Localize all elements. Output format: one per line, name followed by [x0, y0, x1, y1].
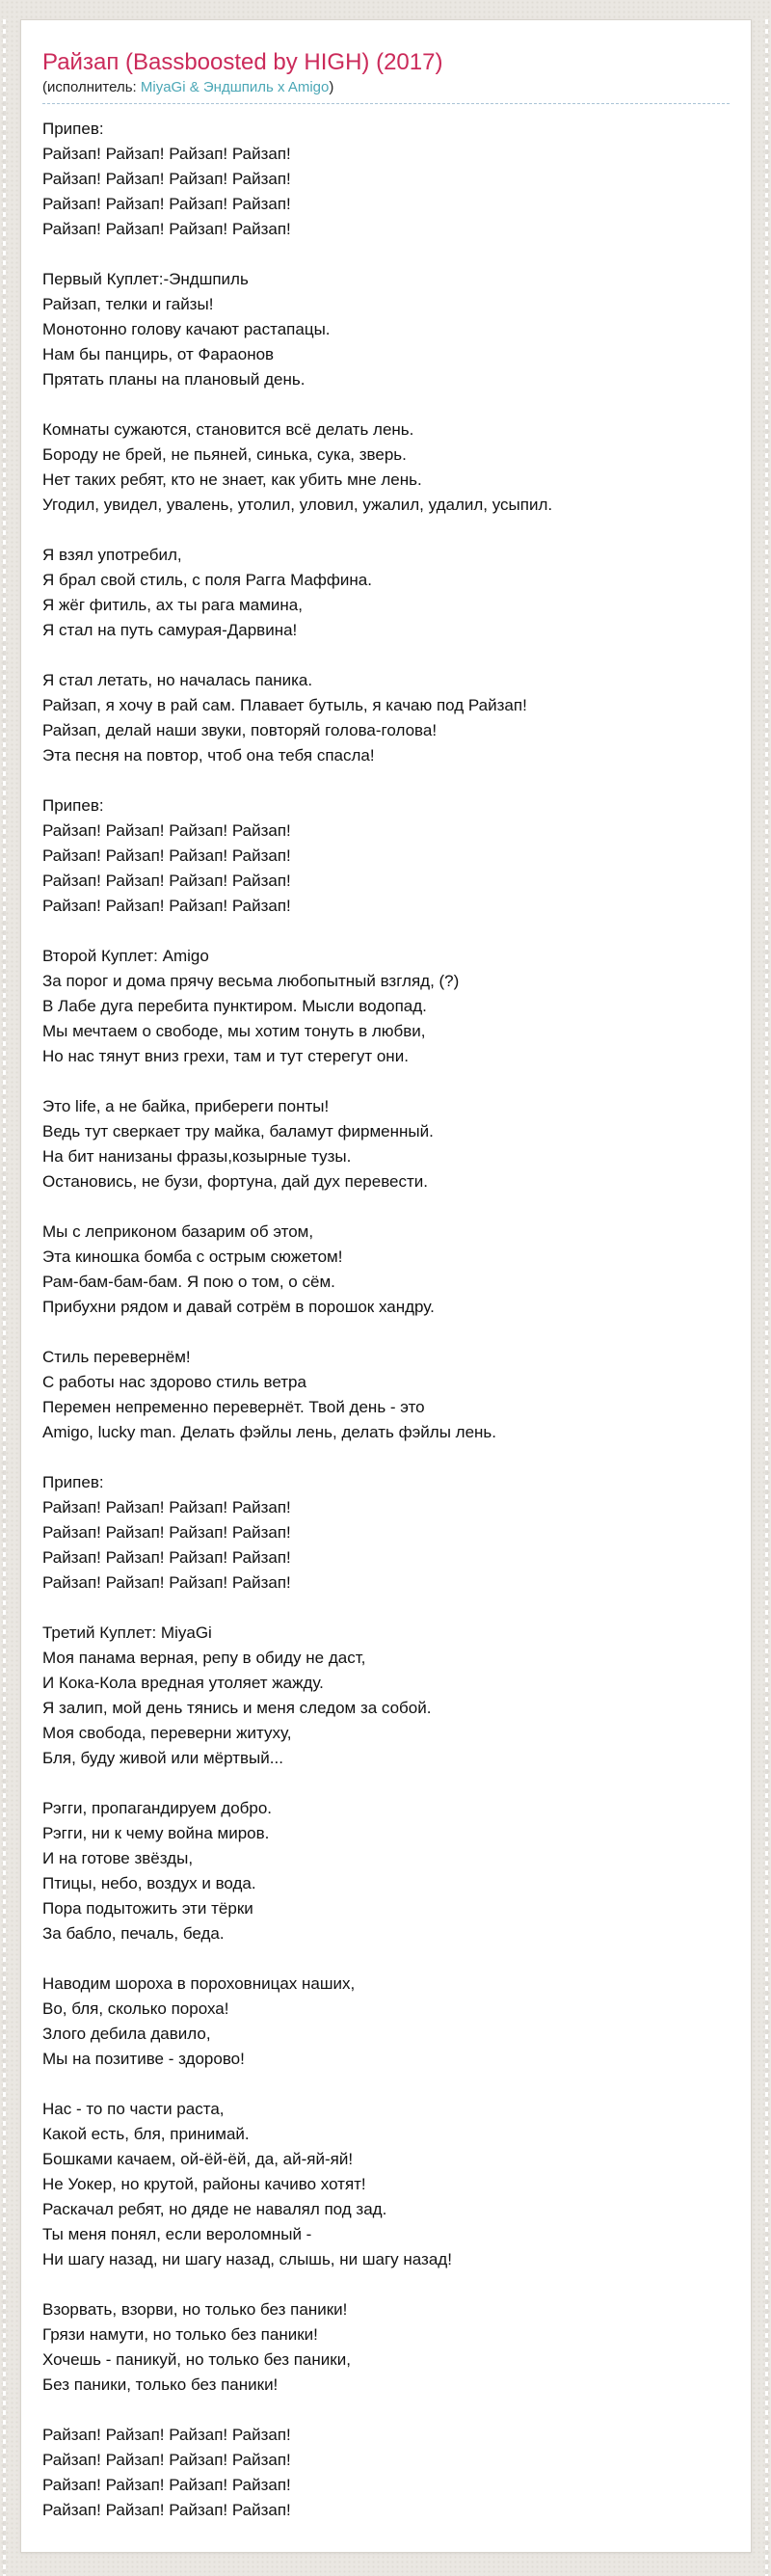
lyrics-stanza: Рэгги, пропагандируем добро. Рэгги, ни к чему война миров. И на готове звёзды, Птицы, небо, воздух и вода. Пора подытожить эти тёрки За бабло, печаль, беда.: [42, 1799, 273, 1943]
lyrics-stanza: Комнаты сужаются, становится всё делать лень. Бороду не брей, не пьяней, синька, сука, зверь. Нет таких ребят, кто не знает, как убить мне лень. Угодил, увидел, увалень, утолил, уловил, ужалил, удалил, усыпил.: [42, 420, 553, 514]
lyrics-stanza: Припев: Райзап! Райзап! Райзап! Райзап! Райзап! Райзап! Райзап! Райзап! Райзап! Райзап! Райзап! Райзап! Райзап! Райзап! Райзап! Райзап!: [42, 120, 291, 238]
left-stitch-decoration: [3, 19, 6, 2576]
lyrics-stanza: Второй Куплет: Amigo За порог и дома прячу весьма любопытный взгляд, (?) В Лабе дуга перебита пунктиром. Мысли водопад. Мы мечтаем о свободе, мы хотим тонуть в любви, Но нас тянут вниз грехи, там и тут стерегут они.: [42, 947, 460, 1065]
lyrics-stanza: Припев: Райзап! Райзап! Райзап! Райзап! Райзап! Райзап! Райзап! Райзап! Райзап! Райзап! Райзап! Райзап! Райзап! Райзап! Райзап! Райзап!: [42, 1473, 291, 1592]
lyrics-stanza: Взорвать, взорви, но только без паники! Грязи намути, но только без паники! Хочешь - паникуй, но только без паники, Без паники, только без паники!: [42, 2300, 351, 2394]
lyrics-stanza: Райзап! Райзап! Райзап! Райзап! Райзап! Райзап! Райзап! Райзап! Райзап! Райзап! Райзап! Райзап! Райзап! Райзап! Райзап! Райзап!: [42, 2426, 291, 2519]
lyrics-stanza: Первый Куплет:-Эндшпиль Райзап, телки и гайзы! Монотонно голову качают растапацы. Нам бы панцирь, от Фараонов Прятать планы на плановый день.: [42, 270, 331, 389]
page-background: [0, 19, 771, 2576]
right-stitch-decoration: [765, 19, 768, 2576]
lyrics-stanza: Стиль перевернём! С работы нас здорово стиль ветра Перемен непременно перевернёт. Твой день - это Amigo, lucky man. Делать фэйлы лень, делать фэйлы лень.: [42, 1348, 496, 1441]
song-title: Райзап (Bassboosted by HIGH) (2017): [42, 49, 443, 75]
artist-link[interactable]: MiyaGi & Эндшпиль x Amigo: [140, 79, 330, 95]
artist-suffix: ): [329, 79, 334, 95]
lyrics-stanza: Это life, а не байка, прибереги понты! Ведь тут сверкает тру майка, баламут фирменный. На бит нанизаны фразы,козырные тузы. Остановись, не бузи, фортуна, дай дух перевести.: [42, 1097, 434, 1191]
lyrics-stanza: Я взял употребил, Я брал свой стиль, с поля Рагга Маффина. Я жёг фитиль, ах ты рага мамина, Я стал на путь самурая-Дарвина!: [42, 546, 372, 639]
lyrics-stanza: Мы с леприконом базарим об этом, Эта киношка бомба с острым сюжетом! Рам-бам-бам-бам. Я пою о том, о сём. Прибухни рядом и давай сотрём в порошок хандру.: [42, 1222, 435, 1316]
lyrics-stanza: Нас - то по части раста, Какой есть, бля, принимай. Бошками качаем, ой-ёй-ёй, да, ай-яй-яй! Не Уокер, но крутой, районы качиво хотят! Раскачал ребят, но дяде не навалял под зад. Ты меня понял, если вероломный - Ни шагу назад, ни шагу назад, слышь, ни шагу назад!: [42, 2100, 452, 2268]
lyrics-card: [20, 19, 752, 2553]
artist-prefix: (исполнитель:: [42, 79, 137, 95]
lyrics-stanza: Третий Куплет: MiyaGi Моя панама верная, репу в обиду не даст, И Кока-Кола вредная утоляет жажду. Я залип, мой день тянись и меня следом за собой. Моя свобода, переверни житуху, Бля, буду живой или мёртвый...: [42, 1623, 432, 1767]
lyrics-stanza: Наводим шороха в пороховницах наших, Во, бля, сколько пороха! Злого дебила давило, Мы на позитиве - здорово!: [42, 1974, 356, 2068]
lyrics-stanza: Я стал летать, но началась паника. Райзап, я хочу в рай сам. Плавает бутыль, я качаю под Райзап! Райзап, делай наши звуки, повторяй голова-голова! Эта песня на повтор, чтоб она тебя спасла!: [42, 671, 527, 765]
lyrics-stanza: Припев: Райзап! Райзап! Райзап! Райзап! Райзап! Райзап! Райзап! Райзап! Райзап! Райзап! Райзап! Райзап! Райзап! Райзап! Райзап! Райзап!: [42, 796, 291, 915]
lyrics-text: [42, 104, 730, 2523]
artist-line: [42, 79, 730, 104]
